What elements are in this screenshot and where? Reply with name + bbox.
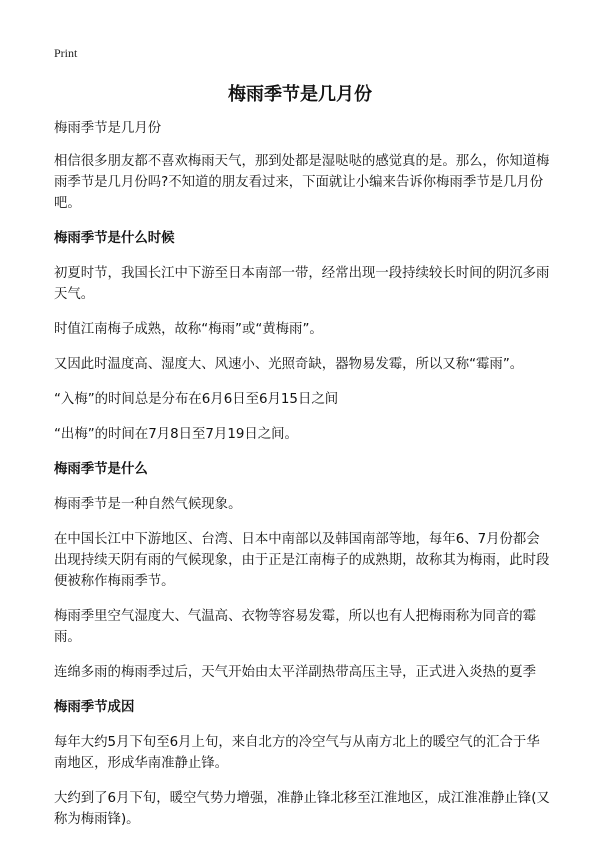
paragraph: 大约到了6月下旬，暖空气势力增强，准静止锋北移至江淮地区，成江淮准静止锋(又称为梅雨锋)。 xyxy=(54,791,550,827)
article-body xyxy=(54,118,550,844)
paragraph: 连绵多雨的梅雨季过后，天气开始由太平洋副热带高压主导，正式进入炎热的夏季 xyxy=(54,665,537,680)
print-link[interactable]: Print xyxy=(54,46,78,60)
paragraph: 梅雨季节是一种自然气候现象。 xyxy=(54,497,242,512)
section-heading: 梅雨季节是什么时候 xyxy=(54,231,175,246)
paragraph: 每年大约5月下旬至6月上旬，来自北方的冷空气与从南方北上的暖空气的汇合于华南地区，形成华南准静止锋。 xyxy=(54,735,540,771)
article-subtitle: 梅雨季节是几月份 xyxy=(54,121,162,136)
paragraph: 在中国长江中下游地区、台湾、日本中南部以及韩国南部等地，每年6、7月份都会出现持续天阴有雨的气候现象，由于正是江南梅子的成熟期，故称其为梅雨，此时段便被称作梅雨季节。 xyxy=(54,532,550,589)
page-title: 梅雨季节是几月份 xyxy=(228,84,372,105)
section-heading: 梅雨季节成因 xyxy=(54,700,135,715)
paragraph: 初夏时节，我国长江中下游至日本南部一带，经常出现一段持续较长时间的阴沉多雨天气。 xyxy=(54,266,550,302)
paragraph: “出梅”的时间在7月8日至7月19日之间。 xyxy=(54,427,298,442)
paragraph: 梅雨季里空气湿度大、气温高、衣物等容易发霉，所以也有人把梅雨称为同音的霉雨。 xyxy=(54,609,537,645)
section-heading: 梅雨季节是什么 xyxy=(54,462,148,477)
intro-paragraph: 相信很多朋友都不喜欢梅雨天气，那到处都是湿哒哒的感觉真的是。那么，你知道梅雨季节是几月份吗?不知道的朋友看过来，下面就让小编来告诉你梅雨季节是几月份吧。 xyxy=(54,154,550,211)
paragraph: 时值江南梅子成熟，故称“梅雨”或“黄梅雨”。 xyxy=(54,322,323,337)
paragraph: “入梅”的时间总是分布在6月6日至6月15日之间 xyxy=(54,392,339,407)
paragraph: 又因此时温度高、湿度大、风速小、光照奇缺，器物易发霉，所以又称“霉雨”。 xyxy=(54,357,524,372)
